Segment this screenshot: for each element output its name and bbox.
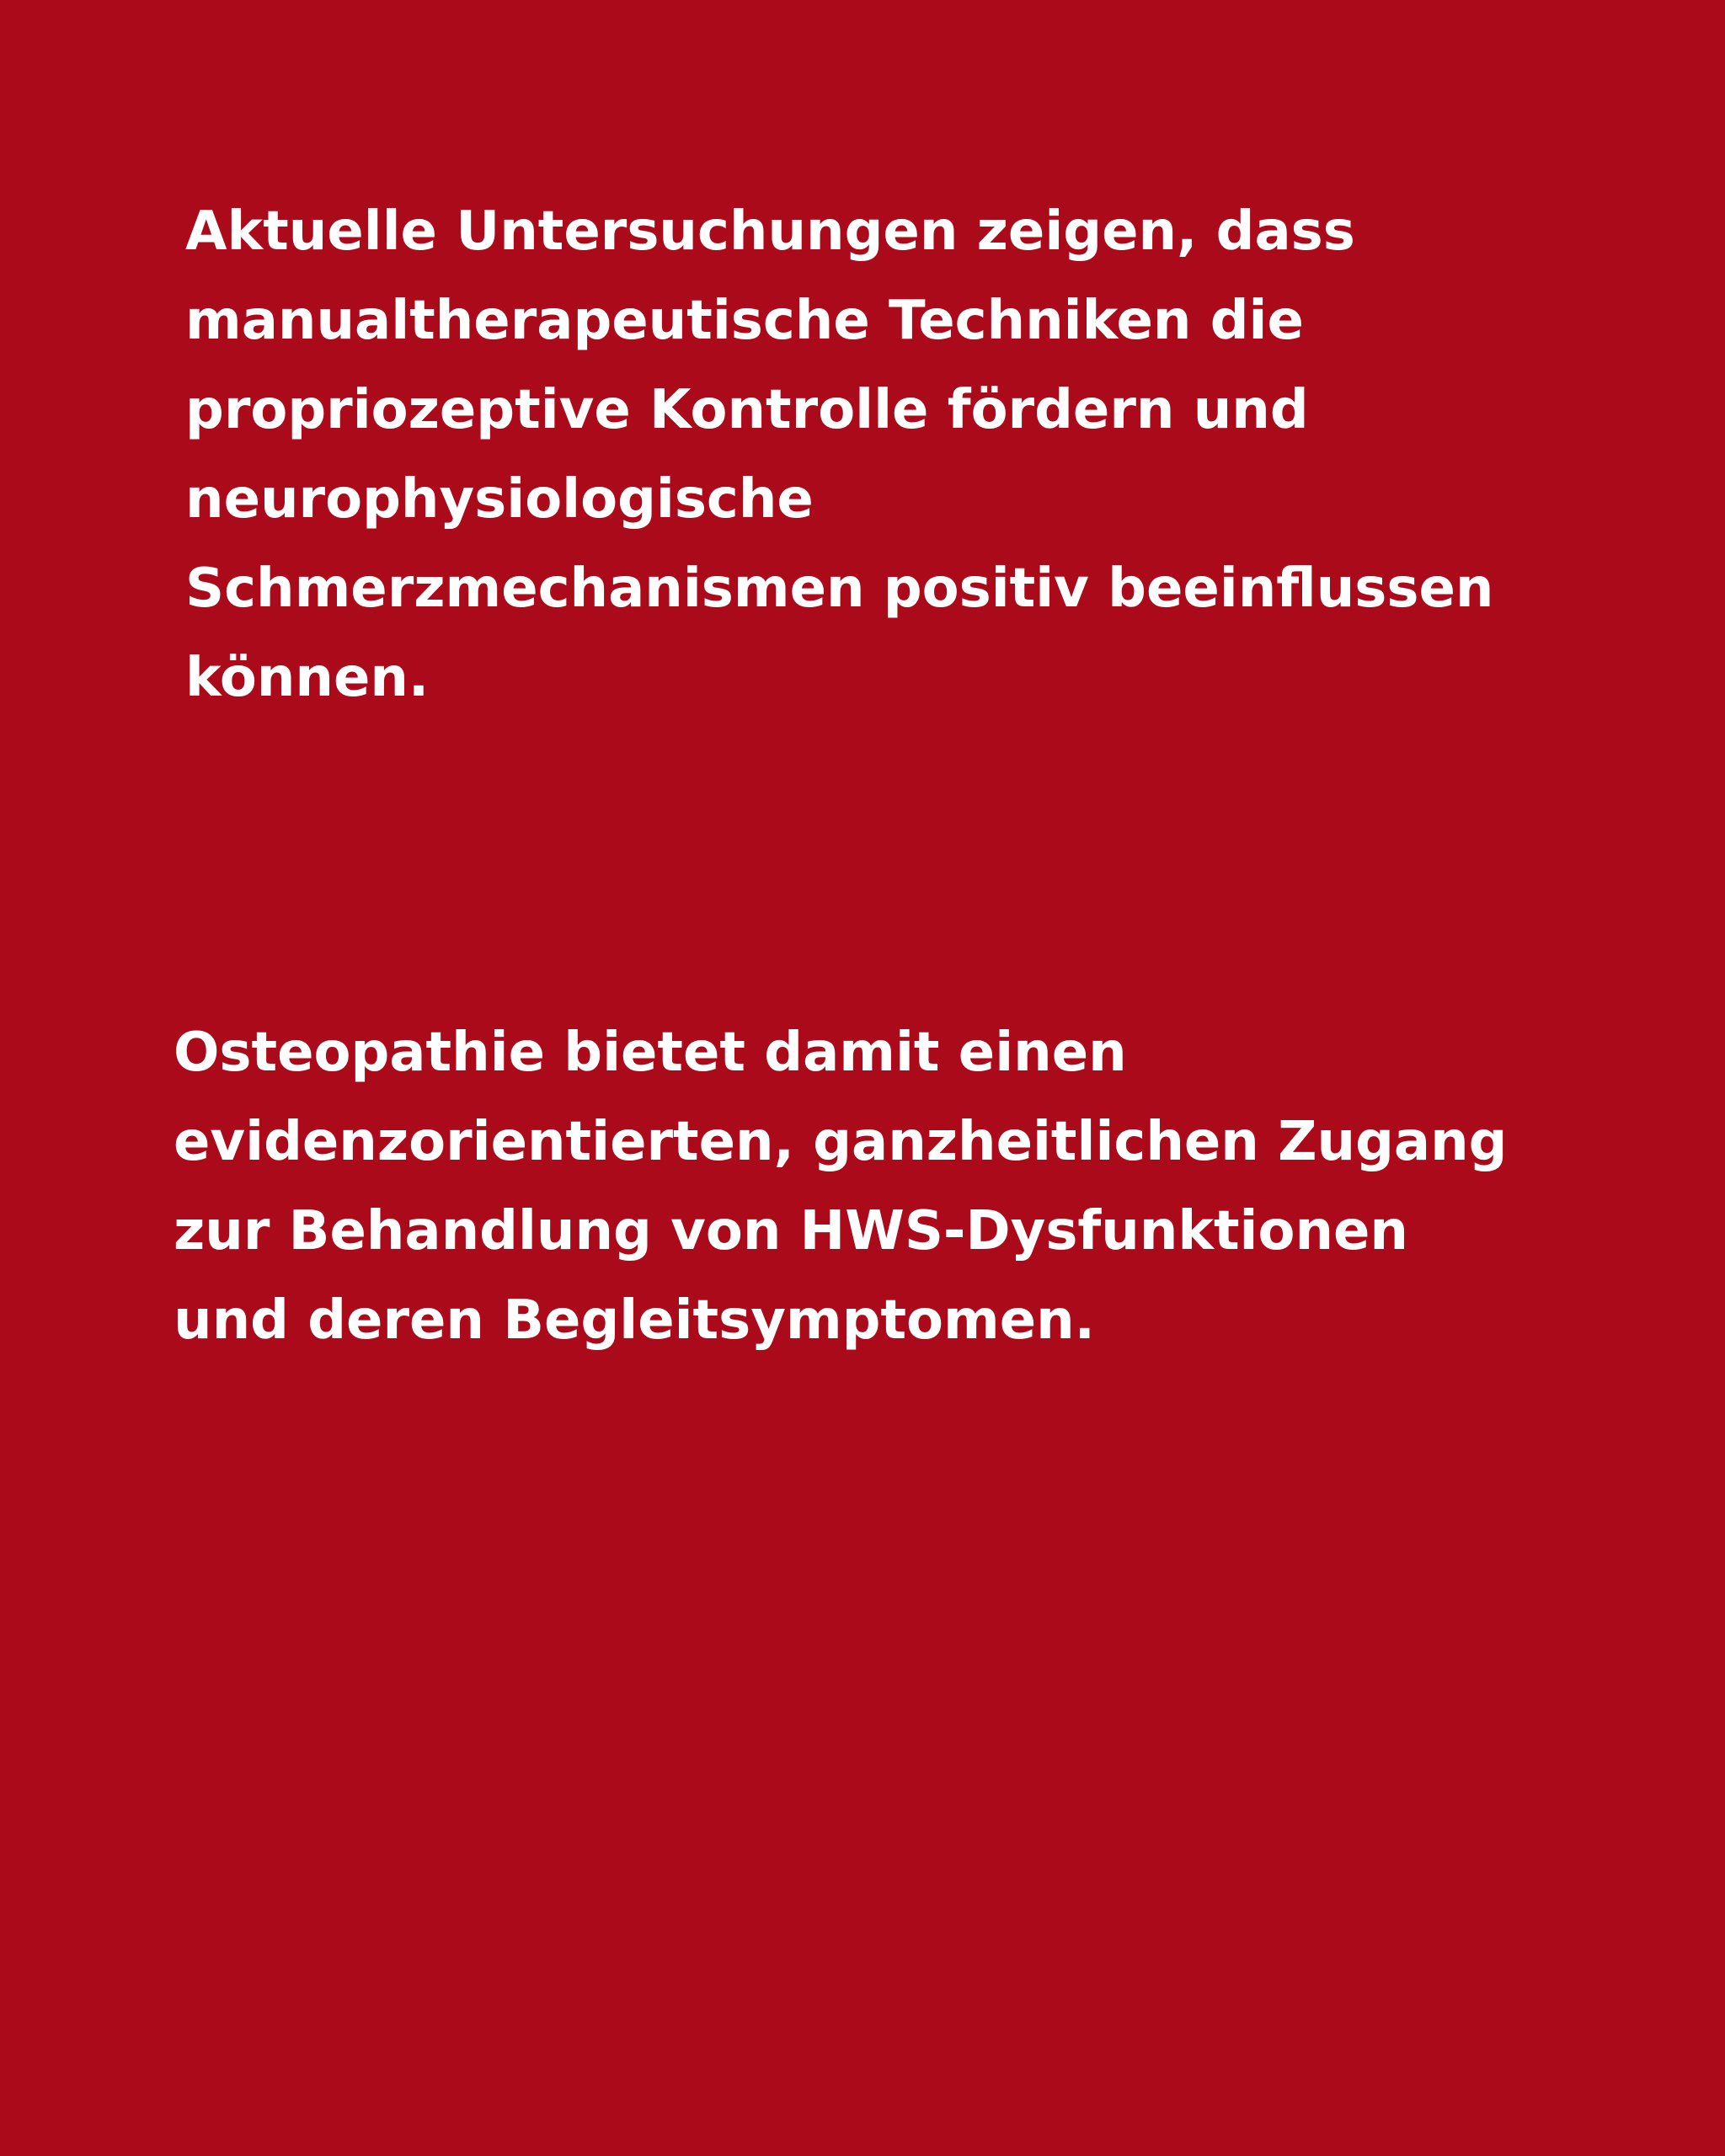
- paragraph-research-findings: [185, 187, 1493, 723]
- text-line: Aktuelle Untersuchungen zeigen, dass: [185, 200, 1355, 263]
- paragraph-osteopathy-conclusion: [174, 1008, 1507, 1365]
- text-line: und deren Begleitsymptomen.: [174, 1289, 1095, 1352]
- text-line: können.: [185, 647, 430, 709]
- text-line: Schmerzmechanismen positiv beeinflussen: [185, 558, 1494, 620]
- text-line: neurophysiologische: [185, 468, 814, 531]
- text-line: zur Behandlung von HWS-Dysfunktionen: [174, 1200, 1408, 1262]
- text-line: Osteopathie bietet damit einen: [174, 1022, 1127, 1084]
- text-line: evidenzorientierten, ganzheitlichen Zugang: [174, 1111, 1508, 1173]
- text-line: manualtherapeutische Techniken die: [185, 290, 1304, 352]
- text-line: propriozeptive Kontrolle fördern und: [185, 379, 1309, 441]
